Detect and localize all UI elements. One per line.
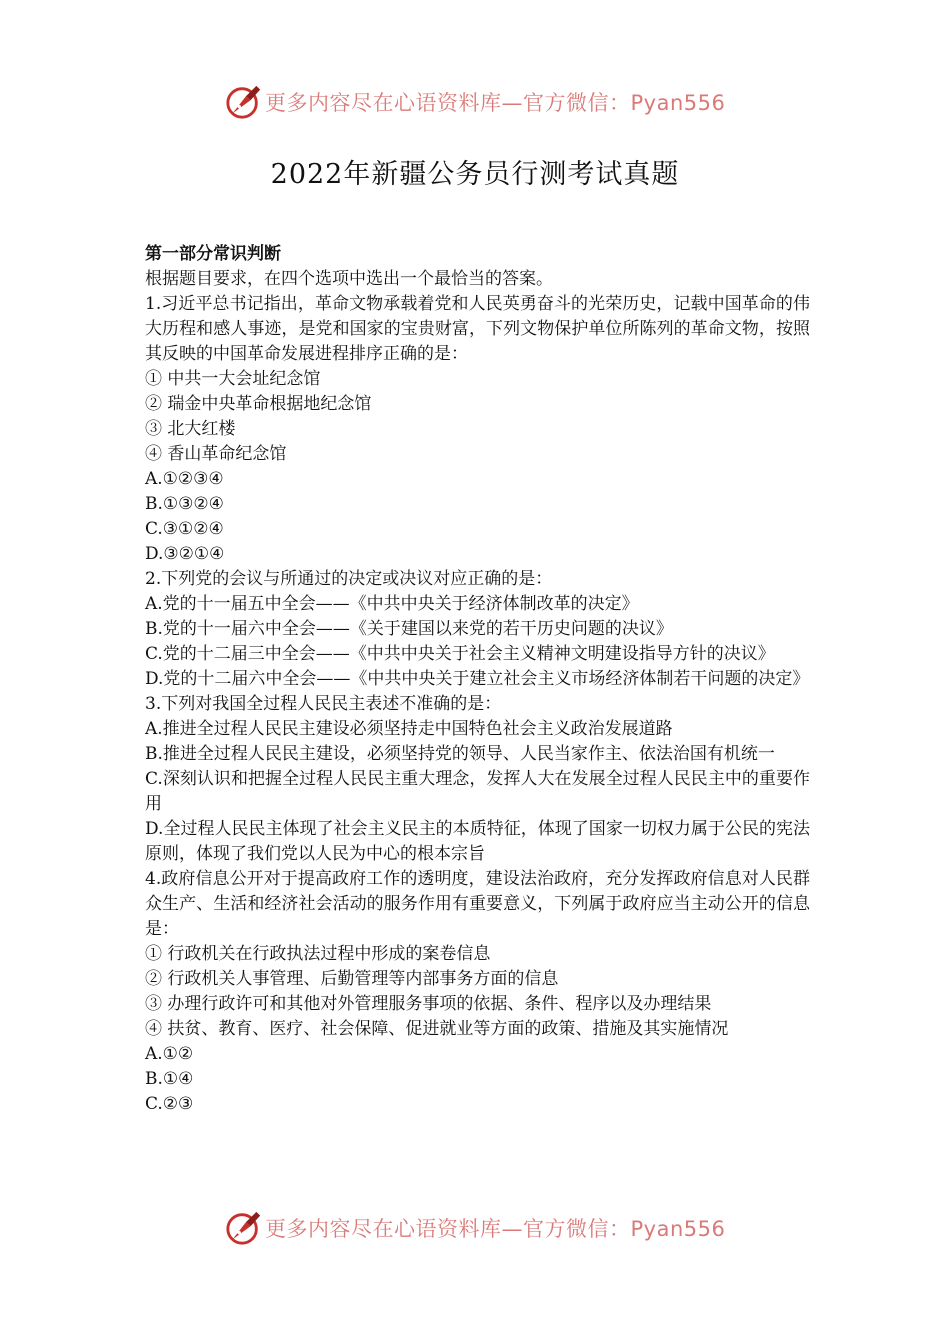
question-3-option-b: B.推进全过程人民民主建设，必须坚持党的领导、人民当家作主、依法治国有机统一 xyxy=(145,744,775,764)
question-2-stem: 2.下列党的会议与所通过的决定或决议对应正确的是： xyxy=(145,569,553,589)
pen-nib-logo-icon xyxy=(225,1209,263,1247)
question-4-option-c: C.②③ xyxy=(145,1094,194,1114)
footer-watermark-banner xyxy=(225,1208,725,1248)
document-title: 2022年新疆公务员行测考试真题 xyxy=(270,159,680,190)
question-1-stem: 1.习近平总书记指出，革命文物承载着党和人民英勇奋斗的光荣历史，记载中国革命的伟大历程和感人事迹，是党和国家的宝贵财富，下列文物保护单位所陈列的革命文物，按照其反映的中国革命发展进程排序正确的是： xyxy=(145,294,810,364)
header-watermark-banner xyxy=(225,82,725,122)
question-1-option-d: D.③②①④ xyxy=(145,544,225,564)
question-1-option-c: C.③①②④ xyxy=(145,519,224,539)
question-2-option-a: A.党的十一届五中全会——《中共中央关于经济体制改革的决定》 xyxy=(145,594,639,614)
question-4-item: ② 行政机关人事管理、后勤管理等内部事务方面的信息 xyxy=(145,969,559,989)
question-4-option-b: B.①④ xyxy=(145,1069,194,1089)
question-1-option-a: A.①②③④ xyxy=(145,469,224,489)
section-title: 第一部分常识判断 xyxy=(145,244,281,264)
question-4-item: ④ 扶贫、教育、医疗、社会保障、促进就业等方面的政策、措施及其实施情况 xyxy=(145,1019,729,1039)
question-3-stem: 3.下列对我国全过程人民民主表述不准确的是： xyxy=(145,694,502,714)
document-body xyxy=(145,242,810,1117)
question-1-item: ② 瑞金中央革命根据地纪念馆 xyxy=(145,394,372,414)
question-4-option-a: A.①② xyxy=(145,1044,194,1064)
question-1-option-b: B.①③②④ xyxy=(145,494,224,514)
question-1-item: ④ 香山革命纪念馆 xyxy=(145,444,287,464)
instruction-text: 根据题目要求，在四个选项中选出一个最恰当的答案。 xyxy=(145,269,553,289)
question-2-option-b: B.党的十一届六中全会——《关于建国以来党的若干历史问题的决议》 xyxy=(145,619,673,639)
question-2-option-d: D.党的十二届六中全会——《中共中央关于建立社会主义市场经济体制若干问题的决定》 xyxy=(145,669,810,689)
question-4-item: ① 行政机关在行政执法过程中形成的案卷信息 xyxy=(145,944,491,964)
banner-text: 更多内容尽在心语资料库—官方微信：Pyan556 xyxy=(265,91,726,115)
banner-text: 更多内容尽在心语资料库—官方微信：Pyan556 xyxy=(265,1217,726,1241)
question-3-option-c: C.深刻认识和把握全过程人民民主重大理念，发挥人大在发展全过程人民民主中的重要作用 xyxy=(145,769,810,814)
question-1-item: ① 中共一大会址纪念馆 xyxy=(145,369,321,389)
question-1-item: ③ 北大红楼 xyxy=(145,419,236,439)
question-4-item: ③ 办理行政许可和其他对外管理服务事项的依据、条件、程序以及办理结果 xyxy=(145,994,712,1014)
question-3-option-a: A.推进全过程人民民主建设必须坚持走中国特色社会主义政治发展道路 xyxy=(145,719,673,739)
question-2-option-c: C.党的十二届三中全会——《中共中央关于社会主义精神文明建设指导方针的决议》 xyxy=(145,644,775,664)
pen-nib-logo-icon xyxy=(225,83,263,121)
question-4-stem: 4.政府信息公开对于提高政府工作的透明度，建设法治政府，充分发挥政府信息对人民群众生产、生活和经济社会活动的服务作用有重要意义，下列属于政府应当主动公开的信息是： xyxy=(145,869,810,939)
question-3-option-d: D.全过程人民民主体现了社会主义民主的本质特征，体现了国家一切权力属于公民的宪法原则，体现了我们党以人民为中心的根本宗旨 xyxy=(145,819,810,864)
